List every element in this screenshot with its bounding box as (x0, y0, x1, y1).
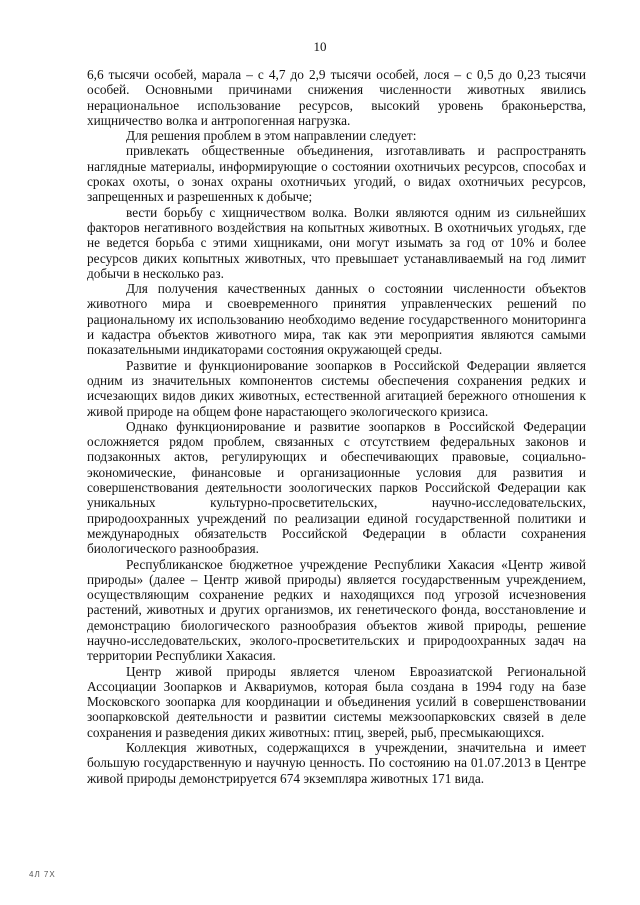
paragraph-9: Центр живой природы является членом Евроазиатской Региональной Ассоциации Зоопарков и Аквариумов, которая была создана в 1994 году на базе Московского зоопарка для координации и объединения усилий в совершенствовании зоопарковской деятельности и развитии системы межзоопарковских связей в деле сохранения и разведения диких животных: птиц, зверей, рыб, пресмыкающихся. (87, 663, 586, 740)
document-body (87, 67, 586, 786)
paragraph-1: 6,6 тысячи особей, марала – с 4,7 до 2,9 тысячи особей, лося – с 0,5 до 0,23 тысячи особей. Основными причинами снижения численности животных явились нерациональное использование ресурсов, высокий уровень браконьерства, хищничество волка и антропогенная нагрузка. (87, 67, 586, 128)
paragraph-6: Развитие и функционирование зоопарков в Российской Федерации является одним из значительных компонентов системы обеспечения сохранения редких и исчезающих видов диких животных, естественной агитацией бережного отношения к живой природе на общем фоне нарастающего экологического кризиса. (87, 357, 586, 419)
paragraph-2: Для решения проблем в этом направлении следует: (126, 128, 417, 144)
footer-mark: 4Л 7Х (29, 870, 56, 879)
paragraph-5: Для получения качественных данных о состоянии численности объектов животного мира и своевременного принятия управленческих решений по рациональному их использованию необходимо ведение государственного мониторинга и кадастра объектов животного мира, так как эти мероприятия являются самыми показательными индикаторами состояния окружающей среды. (87, 281, 586, 358)
paragraph-8: Республиканское бюджетное учреждение Республики Хакасия «Центр живой природы» (далее – Центр живой природы) является государственным учреждением, осуществляющим сохранение редких и находящихся под угрозой исчезновения растений, животных и других организмов, их генетического фонда, восстановление и демонстрацию биологического разнообразия объектов живой природы, решение научно-исследовательских, эколого-просветительских и природоохранных задач на территории Республики Хакасия. (87, 556, 586, 664)
paragraph-3: привлекать общественные объединения, изготавливать и распространять наглядные материалы, информирующие о состоянии охотничьих ресурсов, способах и сроках охоты, о зонах охраны охотничьих угодий, о видах охотничьих ресурсов, запрещенных и разрешенных к добыче; (87, 143, 586, 205)
paragraph-10: Коллекция животных, содержащихся в учреждении, значительна и имеет большую государственную и научную ценность. По состоянию на 01.07.2013 в Центре живой природы демонстрируется 674 экземпляра животных 171 вида. (87, 740, 586, 786)
paragraph-7: Однако функционирование и развитие зоопарков в Российской Федерации осложняется рядом проблем, связанных с отсутствием федеральных законов и подзаконных актов, регулирующих и обеспечивающих правовые, социально-экономические, финансовые и организационные условия для развития и совершенствования деятельности зоологических парков Российской Федерации как уникальных культурно-просветительских, научно-исследовательских, природоохранных учреждений по реализации единой государственной политики и международных обязательств Российской Федерации в области сохранения биологического разнообразия. (87, 418, 586, 557)
page-number: 10 (313, 39, 327, 54)
paragraph-4: вести борьбу с хищничеством волка. Волки являются одним из сильнейших факторов негативного воздействия на копытных животных. В охотничьих угодьях, где не ведется борьба с этими хищниками, они могут изымать за год от 10% и более ресурсов диких копытных животных, что превышает устанавливаемый на год лимит добычи в несколько раз. (87, 204, 586, 281)
